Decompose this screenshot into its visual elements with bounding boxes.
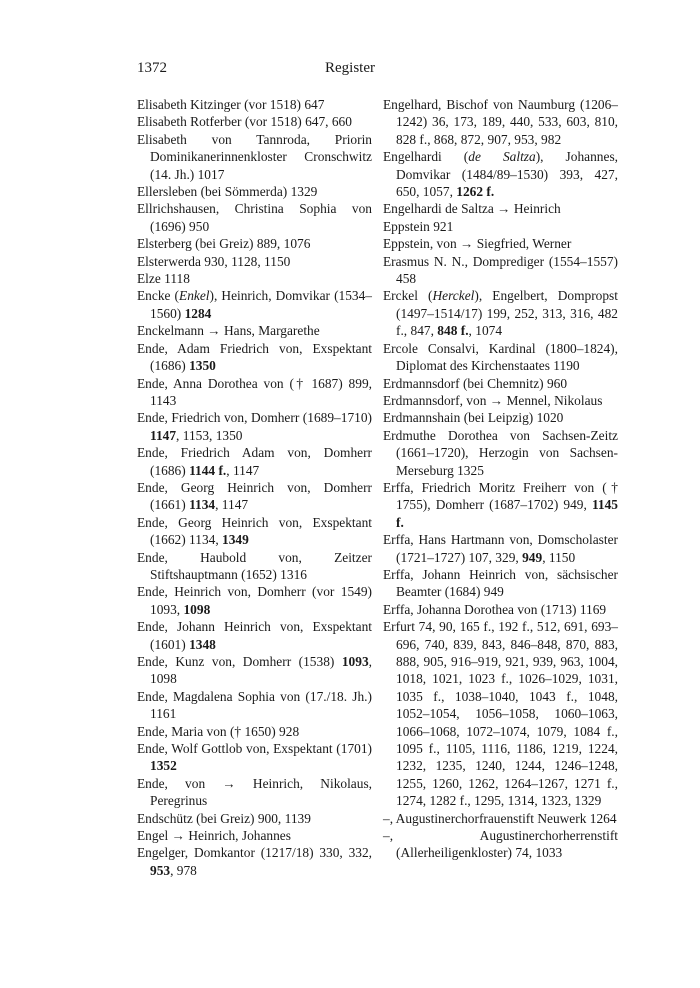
bold-page-reference: 953: [150, 862, 171, 878]
entry-text: Engelhardi (: [383, 149, 469, 165]
index-entry: [137, 688, 372, 723]
entry-text: ), Heinrich, Domvikar (1534–1560): [150, 288, 373, 321]
entry-text: Elsterberg (bei Greiz) 889, 1076: [137, 236, 311, 252]
italic-name-variant: Herckel: [432, 288, 475, 304]
entry-text: , 1153, 1350: [176, 427, 243, 443]
index-entry: [383, 566, 618, 601]
bold-page-reference: 1145 f.: [396, 497, 618, 530]
entry-text: Engel → Heinrich, Johannes: [137, 828, 291, 844]
entry-text: Endschütz (bei Greiz) 900, 1139: [137, 810, 311, 826]
index-entry: [137, 235, 372, 252]
entry-text: Eppstein 921: [383, 218, 454, 234]
entry-text: Ende, Friedrich Adam von, Domherr (1686): [137, 445, 372, 478]
index-entry: [383, 810, 618, 827]
entry-text: Erdmuthe Dorothea von Sachsen-Zeitz (1661–1720), Herzogin von Sachsen-Merseburg 1325: [383, 427, 618, 478]
bold-page-reference: 1098: [183, 601, 211, 617]
index-entry: [137, 131, 372, 183]
page-number: 1372: [137, 60, 167, 76]
index-entry: [137, 253, 372, 270]
entry-text: Ende, Wolf Gottlob von, Exspektant (1701): [137, 741, 372, 757]
index-entry: [137, 844, 372, 879]
index-entry: [137, 270, 372, 287]
index-entry: [137, 287, 372, 322]
index-entry: [383, 235, 618, 252]
entry-text: Ende, Heinrich von, Domherr (vor 1549) 1093,: [137, 584, 372, 617]
entry-text: Ende, Maria von († 1650) 928: [137, 723, 300, 739]
bold-page-reference: 1093: [341, 654, 369, 669]
index-column-right: [383, 96, 618, 862]
entry-text: Erckel (: [383, 288, 433, 304]
entry-text: Ende, Magdalena Sophia von (17./18. Jh.) 1161: [137, 688, 372, 722]
index-entry: [383, 253, 618, 288]
entry-text: –, Augustinerchorherrenstift (Allerheiligenkloster) 74, 1033: [383, 828, 618, 861]
entry-text: Erdmannshain (bei Leipzig) 1020: [383, 410, 564, 426]
index-entry: [137, 583, 372, 618]
index-entry: [383, 531, 618, 566]
index-entry: [383, 96, 618, 148]
entry-text: Eppstein, von → Siegfried, Werner: [383, 236, 572, 252]
entry-text: Ende, Adam Friedrich von, Exspektant (1686): [137, 340, 372, 374]
index-entry: [137, 740, 372, 775]
index-entry: [137, 200, 372, 235]
bold-page-reference: 1284: [184, 305, 212, 321]
entry-text: Encke (: [137, 288, 180, 304]
index-entry: [137, 775, 372, 810]
entry-text: , 978: [170, 862, 197, 878]
index-entry: [137, 444, 372, 479]
index-entry: [137, 113, 372, 130]
entry-text: Ende, Haubold von, Zeitzer Stiftshauptmann (1652) 1316: [137, 549, 372, 582]
entry-text: , 1098: [150, 654, 372, 687]
bold-page-reference: 1348: [189, 636, 216, 652]
entry-text: Ende, Anna Dorothea von († 1687) 899, 1143: [137, 375, 372, 408]
bold-page-reference: 1147: [150, 427, 177, 443]
index-entry: [383, 827, 618, 862]
index-entry: [137, 375, 372, 410]
index-entry: [137, 618, 372, 653]
entry-text: ), Johannes, Domvikar (1484/89–1530) 393, 427, 650, 1057,: [396, 149, 618, 200]
entry-text: , 1074: [468, 323, 503, 339]
bold-page-reference: 949: [522, 549, 543, 565]
entry-text: Elisabeth von Tannroda, Priorin Dominikanerinnenkloster Cronschwitz (14. Jh.) 1017: [137, 131, 372, 182]
entry-text: Ercole Consalvi, Kardinal (1800–1824), Diplomat des Kirchenstaates 1190: [383, 340, 618, 374]
index-entry: [383, 200, 618, 217]
italic-name-variant: Enkel: [179, 288, 210, 304]
index-entry: [383, 218, 618, 235]
entry-text: Engelhardi de Saltza → Heinrich: [383, 201, 561, 217]
index-entry: [383, 287, 618, 339]
index-entry: [137, 723, 372, 740]
index-entry: [383, 601, 618, 618]
index-entry: [137, 514, 372, 549]
entry-text: ), Engelbert, Dompropst (1497–1514/17) 199, 252, 313, 316, 482 f., 847,: [396, 288, 618, 339]
bold-page-reference: 848 f.: [437, 323, 469, 339]
entry-text: Erfurt 74, 90, 165 f., 192 f., 512, 691, 693–696, 740, 839, 843, 846–848, 870, 883, 888, 905, 916–919, 921, 939, 963, 1004, 1018, 1021, 1023 f., 1026–1029, 1031, 1035 f., 1038–1040, 1043 f., 1048, 1052–1054, 1056–1058, 1060–1063, 1066–1068, 1072–1074, 1079, 1084 f., 1095 f., 1105, 1116, 1186, 1219, 1224, 1232, 1235, 1240, 1244, 1246–1248, 1255, 1260, 1262, 1264–1267, 1271 f., 1274, 1282 f., 1295, 1314, 1323, 1329: [383, 619, 618, 809]
entry-text: , 1150: [542, 549, 576, 565]
index-entry: [383, 479, 618, 531]
entry-text: Enckelmann → Hans, Margarethe: [137, 323, 320, 339]
bold-page-reference: 1262 f.: [456, 184, 495, 200]
index-entry: [137, 479, 372, 514]
index-entry: [137, 322, 372, 339]
index-entry: [383, 148, 618, 200]
index-entry: [383, 427, 618, 479]
entry-text: Engelhard, Bischof von Naumburg (1206–1242) 36, 173, 189, 440, 533, 603, 810, 828 f., 868, 872, 907, 953, 982: [383, 97, 618, 147]
entry-text: Ende, Georg Heinrich von, Domherr (1661): [137, 479, 372, 513]
index-entry: [383, 618, 618, 809]
entry-text: Ende, Friedrich von, Domherr (1689–1710): [137, 410, 372, 426]
entry-text: Ende, Kunz von, Domherr (1538): [137, 654, 342, 669]
entry-text: , 1147: [226, 462, 260, 478]
entry-text: Erdmannsdorf, von → Mennel, Nikolaus: [383, 392, 603, 408]
bold-page-reference: 1134: [189, 497, 216, 513]
bold-page-reference: 1350: [189, 358, 216, 374]
bold-page-reference: 1144 f.: [189, 462, 227, 478]
entry-text: , 1147: [215, 497, 249, 513]
index-entry: [383, 392, 618, 409]
entry-text: Erdmannsdorf (bei Chemnitz) 960: [383, 375, 568, 391]
italic-name-variant: de Saltza: [468, 149, 536, 165]
entry-text: Engelger, Domkantor (1217/18) 330, 332,: [137, 845, 372, 861]
entry-text: Ellersleben (bei Sömmerda) 1329: [137, 184, 318, 200]
entry-text: Elsterwerda 930, 1128, 1150: [137, 253, 291, 269]
bold-page-reference: 1349: [222, 532, 249, 548]
entry-text: Elisabeth Kitzinger (vor 1518) 647: [137, 97, 325, 112]
entry-text: Erasmus N. N., Domprediger (1554–1557) 458: [383, 253, 618, 287]
entry-text: Ellrichshausen, Christina Sophia von (1696) 950: [137, 201, 372, 234]
entry-text: Erffa, Hans Hartmann von, Domscholaster (1721–1727) 107, 329,: [383, 532, 618, 565]
index-entry: [137, 96, 372, 113]
index-entry: [137, 340, 372, 375]
index-entry: [383, 409, 618, 426]
entry-text: Ende, von → Heinrich, Nikolaus, Peregrinus: [137, 775, 372, 809]
entry-text: Ende, Johann Heinrich von, Exspektant (1601): [137, 619, 372, 652]
entry-text: Ende, Georg Heinrich von, Exspektant (1662) 1134,: [137, 514, 372, 548]
entry-text: –, Augustinerchorfrauenstift Neuwerk 1264: [383, 810, 617, 826]
index-entry: [137, 409, 372, 444]
index-column-left: [137, 96, 372, 879]
entry-text: Elze 1118: [137, 271, 190, 287]
entry-text: Elisabeth Rotferber (vor 1518) 647, 660: [137, 114, 352, 130]
index-entry: [383, 340, 618, 375]
entry-text: Erffa, Johann Heinrich von, sächsischer Beamter (1684) 949: [383, 566, 618, 600]
index-entry: [383, 375, 618, 392]
index-entry: [137, 549, 372, 584]
running-head: Register: [325, 60, 375, 76]
bold-page-reference: 1352: [150, 758, 177, 774]
index-entry: [137, 183, 372, 200]
index-entry: [137, 810, 372, 827]
entry-text: Erffa, Johanna Dorothea von (1713) 1169: [383, 601, 607, 617]
index-entry: [137, 827, 372, 844]
entry-text: Erffa, Friedrich Moritz Freiherr von († 1755), Domherr (1687–1702) 949,: [383, 479, 618, 513]
index-entry: [137, 653, 372, 688]
